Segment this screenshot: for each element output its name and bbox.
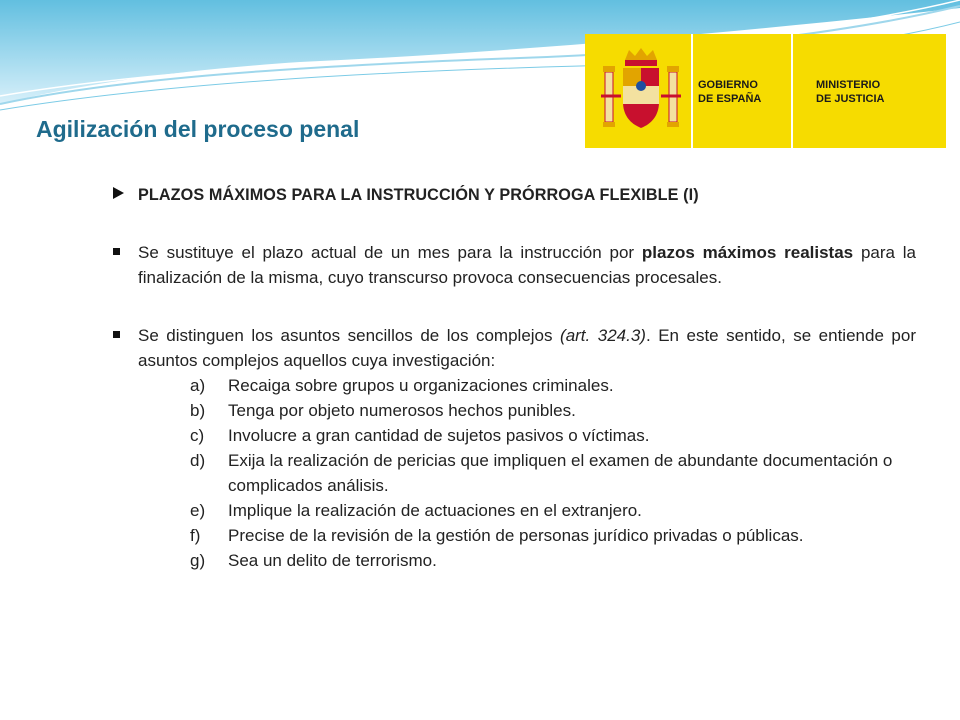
bullet1-bold-text: plazos máximos realistas xyxy=(641,243,854,262)
slide-title: Agilización del proceso penal xyxy=(36,116,360,142)
bullet2-text-end: . En este sentido, se entiende por asuntos complejos aquellos cuya investigación: xyxy=(138,326,916,370)
list-item-text: Involucre a gran cantidad de sujetos pasivos o víctimas. xyxy=(228,426,650,445)
list-item xyxy=(112,448,916,498)
logo-text-ministerio: MINISTERIO DE JUSTICIA xyxy=(816,79,885,105)
list-item-label: b) xyxy=(190,401,206,420)
list-item xyxy=(112,523,916,548)
list-item-text: Sea un delito de terrorismo. xyxy=(228,551,437,570)
square-bullet-icon xyxy=(112,240,122,271)
list-item-label: f) xyxy=(190,526,201,545)
list-item xyxy=(112,373,916,398)
bullet-paragraph xyxy=(112,240,916,290)
list-item xyxy=(112,423,916,448)
list-item-text: Tenga por objeto numerosos hechos punibles. xyxy=(228,401,576,420)
list-item xyxy=(112,398,916,423)
logo-separator xyxy=(691,34,693,148)
coat-of-arms-icon xyxy=(599,46,683,138)
arrow-bullet-icon xyxy=(112,182,126,209)
list-item-label: c) xyxy=(190,426,205,445)
list-item-label: d) xyxy=(190,451,206,470)
list-item-text: Precise de la revisión de la gestión de personas jurídico privadas o públicas. xyxy=(228,526,804,545)
government-logo xyxy=(585,34,946,148)
list-item xyxy=(112,498,916,523)
bullet1-text: Se sustituye el plazo actual de un mes para la instrucción por xyxy=(138,243,642,262)
list-item-label: a) xyxy=(190,376,206,395)
bullet2-article-ref: (art. 324.3) xyxy=(560,326,646,345)
list-item-text: Exija la realización de pericias que impliquen el examen de abundante documentación o complicados análisis. xyxy=(228,451,893,495)
bullet1-text-end: para la finalización de la misma, cuyo transcurso provoca consecuencias procesales. xyxy=(138,243,917,287)
bullet-paragraph xyxy=(112,323,916,373)
bullet2-text: Se distinguen los asuntos sencillos de los complejos xyxy=(138,326,561,345)
list-item xyxy=(112,548,916,573)
logo-text-gobierno: GOBIERNO DE ESPAÑA xyxy=(698,79,762,105)
logo-separator xyxy=(791,34,793,148)
list-item-label: e) xyxy=(190,501,206,520)
list-item-label: g) xyxy=(190,551,206,570)
square-bullet-icon xyxy=(112,323,122,354)
section-heading: PLAZOS MÁXIMOS PARA LA INSTRUCCIÓN Y PRÓRROGA FLEXIBLE (I) xyxy=(138,186,699,204)
section-heading-row xyxy=(112,182,916,208)
slide-body xyxy=(112,182,916,573)
list-item-text: Implique la realización de actuaciones en el extranjero. xyxy=(228,501,642,520)
list-item-text: Recaiga sobre grupos u organizaciones criminales. xyxy=(228,376,614,395)
